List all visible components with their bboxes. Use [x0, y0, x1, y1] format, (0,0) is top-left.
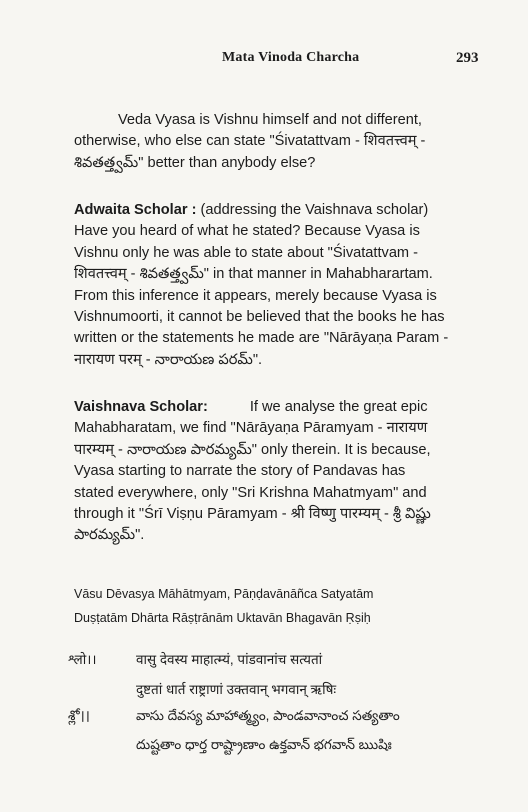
p2-line-3: Vishnu only he was able to state about "Śivatattvam -	[74, 244, 419, 261]
devanagari-verse-line-1	[68, 650, 518, 668]
paragraph-adwaita-scholar	[74, 200, 494, 371]
telugu-verse-line-2: దుష్టతాం ధార్త రాష్ట్రాణాం ఉక్తవాన్ భగవాన్ ఋషిః	[136, 737, 392, 752]
p3-line-1: If we analyse the great epic	[249, 399, 428, 415]
telugu-verse-mark: శ్లో।।	[68, 708, 90, 723]
p1-line-1: Veda Vyasa is Vishnu himself and not different,	[118, 112, 422, 128]
telugu-verse-line-1	[68, 708, 518, 727]
devanagari-verse-mark: श्लो।।	[68, 652, 97, 667]
telugu-verse-text-1: వాసు దేవస్య మాహాత్మ్యం, పాండవానాంచ సత్యతాం	[136, 708, 400, 723]
p3-line-5: stated everywhere, only "Sri Krishna Mahatmyam" and	[74, 484, 427, 501]
p2-line-6: Vishnumoorti, it cannot be believed that the books he has	[74, 309, 445, 326]
speaker-vaishnava-scholar: Vaishnava Scholar:	[74, 399, 208, 415]
devanagari-verse-text-1: वासु देवस्य माहात्म्यं, पांडवानांच सत्यतां	[136, 652, 323, 667]
p1-line-2: otherwise, who else can state "Śivatattvam - शिवतत्त्वम् -	[74, 133, 426, 150]
p2-line-8: नारायण परम् - నారాయణ పరమ్".	[74, 351, 263, 368]
p2-line-2: Have you heard of what he stated? Because Vyasa is	[74, 223, 420, 240]
running-title: Mata Vinoda Charcha	[222, 50, 360, 65]
p2-line-4: शिवतत्त्वम् - శివతత్త్వమ్" in that manner in Mahabharartam.	[74, 266, 433, 283]
p3-line-3: पारम्यम् - నారాయణ పారమ్యమ్" only therein. It is because,	[74, 441, 431, 458]
page-header	[0, 50, 528, 70]
p3-line-4: Vyasa starting to narrate the story of Pandavas has	[74, 463, 406, 480]
p3-line-2: Mahabharatam, we find "Nārāyaṇa Pāramyam - नारायण	[74, 420, 428, 437]
p3-line-6: through it "Śrī Viṣṇu Pāramyam - श्री विष्णु पारम्यम् - శ్రీ విష్ణు	[74, 506, 431, 523]
transliteration-line-1: Vāsu Dēvasya Māhātmyam, Pāṇḍavānāñca Satyatām	[74, 587, 374, 601]
p3-line-7: పారమ్యమ్".	[74, 527, 145, 544]
p2-line-1: (addressing the Vaishnava scholar)	[196, 202, 429, 218]
transliteration-line-2: Duṣṭatām Dhārta Rāṣṭrānām Uktavān Bhagavān Ṛṣiḥ	[74, 611, 371, 625]
page-number: 293	[456, 50, 479, 66]
speaker-adwaita-scholar: Adwaita Scholar :	[74, 202, 197, 218]
p2-line-7: written or the statements he made are "Nārāyaṇa Param -	[74, 330, 449, 347]
paragraph-vyasa	[74, 110, 494, 174]
devanagari-verse-line-2: दुष्टतां धार्त राष्ट्राणां उक्तवान् भगवान् ऋषिः	[136, 682, 337, 697]
p1-line-3: శివతత్త్వమ్" better than anybody else?	[74, 154, 316, 171]
paragraph-vaishnava-scholar	[74, 397, 494, 547]
p2-line-5: From this inference it appears, merely because Vyasa is	[74, 287, 437, 304]
